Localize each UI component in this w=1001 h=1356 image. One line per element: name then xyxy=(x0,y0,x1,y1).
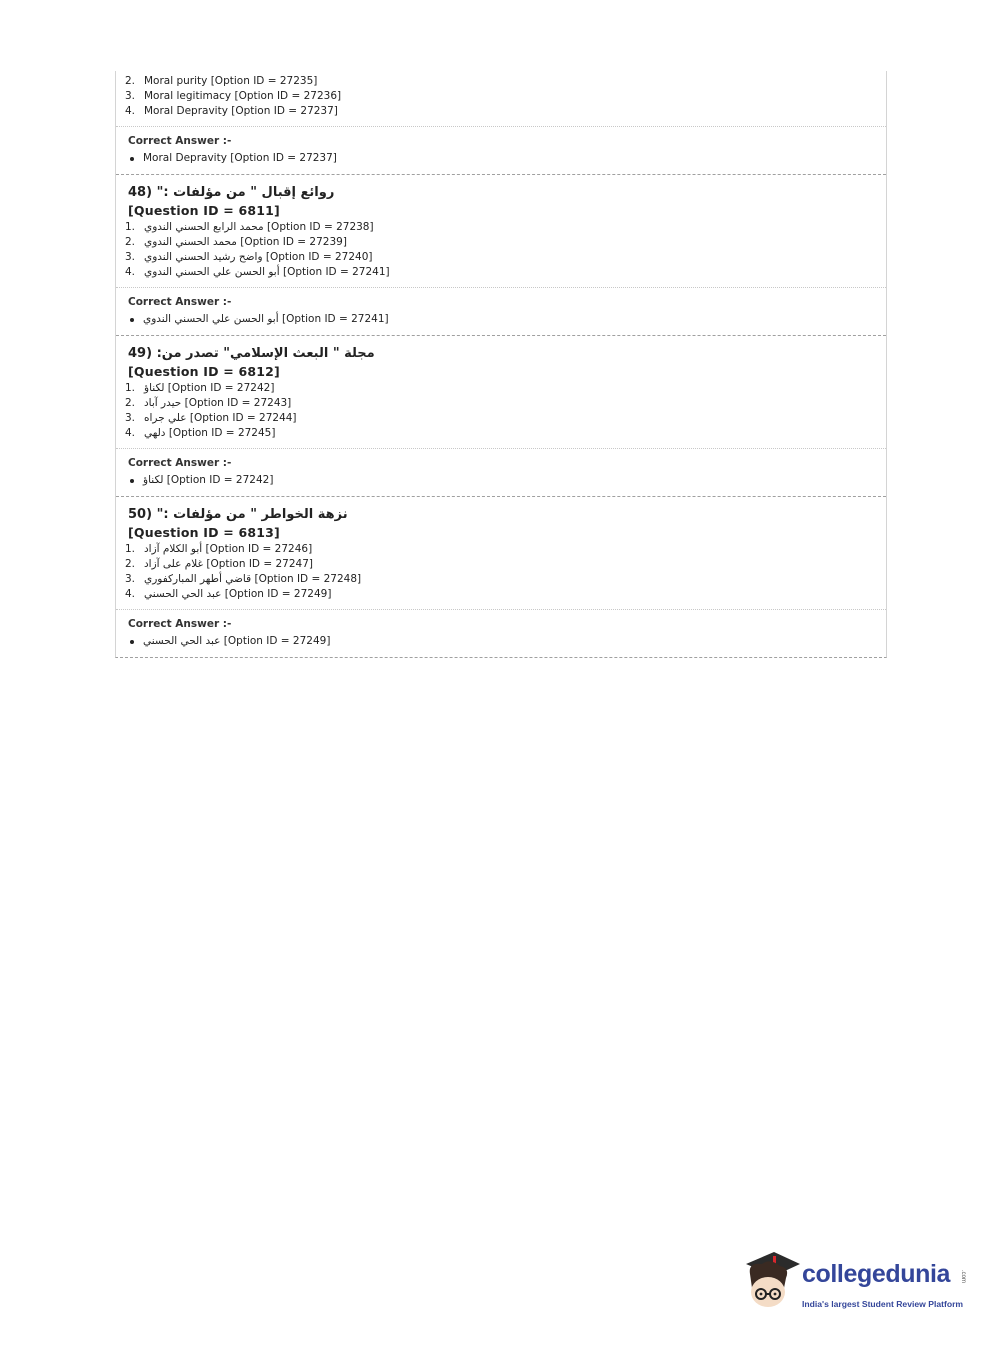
question-title xyxy=(128,183,874,202)
question-text: نزهة الخواطر " من مؤلفات :" xyxy=(156,507,348,522)
question-number: 50) xyxy=(128,507,153,522)
correct-answer-49 xyxy=(116,448,886,496)
options-list xyxy=(125,220,874,280)
mascot-icon xyxy=(740,1248,802,1310)
option-item: 2. حيدر آباد [Option ID = 27243] xyxy=(125,397,292,409)
option-item: 3. قاضي أطهر المباركفوري [Option ID = 27248] xyxy=(125,573,362,585)
correct-answer-label: Correct Answer :- xyxy=(128,457,232,469)
correct-answer-value: أبو الحسن علي الحسني الندوي [Option ID = 27241] xyxy=(128,312,874,327)
correct-answer-label: Correct Answer :- xyxy=(128,135,232,147)
question-block-50 xyxy=(116,496,886,609)
question-text: مجلة " البعث الإسلامي" تصدر من: xyxy=(156,346,375,361)
question-id: [Question ID = 6812] xyxy=(128,364,280,379)
options-list xyxy=(125,542,874,602)
option-item: 4. أبو الحسن علي الحسني الندوي [Option ID = 27241] xyxy=(125,266,390,278)
question-sheet xyxy=(115,71,887,658)
options-list xyxy=(125,381,874,441)
correct-answer-value: عبد الحي الحسني [Option ID = 27249] xyxy=(128,634,874,649)
question-number: 48) xyxy=(128,185,153,200)
option-item: 1. محمد الرابع الحسني الندوي [Option ID = 27238] xyxy=(125,221,374,233)
options-list xyxy=(125,74,874,119)
option-item: 1. لكناؤ [Option ID = 27242] xyxy=(125,382,275,394)
logo-wordmark: collegedunia xyxy=(802,1260,951,1288)
logo-tagline: India's largest Student Review Platform xyxy=(802,1299,964,1309)
option-item: 4. دلهي [Option ID = 27245] xyxy=(125,427,276,439)
correct-answer-label: Correct Answer :- xyxy=(128,618,232,630)
correct-answer-50 xyxy=(116,609,886,657)
option-item: 1. أبو الكلام آزاد [Option ID = 27246] xyxy=(125,543,313,555)
correct-answer-label: Correct Answer :- xyxy=(128,296,232,308)
question-block-47 xyxy=(116,71,886,126)
correct-answer-value: Moral Depravity [Option ID = 27237] xyxy=(128,151,874,166)
question-id: [Question ID = 6813] xyxy=(128,525,280,540)
question-title xyxy=(128,505,874,524)
question-text: روائع إقبال " من مؤلفات :" xyxy=(156,185,335,200)
question-block-49 xyxy=(116,335,886,448)
logo-suffix: .com xyxy=(960,1270,966,1284)
bullet-icon xyxy=(130,479,134,483)
question-block-48 xyxy=(116,174,886,287)
option-item: 4. عبد الحي الحسني [Option ID = 27249] xyxy=(125,588,332,600)
option-item: 3. واضح رشيد الحسني الندوي [Option ID = 27240] xyxy=(125,251,373,263)
question-number: 49) xyxy=(128,346,153,361)
bullet-icon xyxy=(130,640,134,644)
question-id: [Question ID = 6811] xyxy=(128,203,280,218)
correct-answer-47 xyxy=(116,126,886,174)
option-item: 2. غلام على آزاد [Option ID = 27247] xyxy=(125,558,313,570)
collegedunia-logo xyxy=(740,1248,970,1312)
correct-answer-48 xyxy=(116,287,886,335)
option-item: 4. Moral Depravity [Option ID = 27237] xyxy=(125,105,338,117)
bullet-icon xyxy=(130,157,134,161)
correct-answer-value: لكناؤ [Option ID = 27242] xyxy=(128,473,874,488)
option-item: 2. محمد الحسني الندوي [Option ID = 27239] xyxy=(125,236,347,248)
option-item: 2. Moral purity [Option ID = 27235] xyxy=(125,75,318,87)
question-title xyxy=(128,344,874,363)
bullet-icon xyxy=(130,318,134,322)
option-item: 3. علي جراه [Option ID = 27244] xyxy=(125,412,297,424)
option-item: 3. Moral legitimacy [Option ID = 27236] xyxy=(125,90,342,102)
